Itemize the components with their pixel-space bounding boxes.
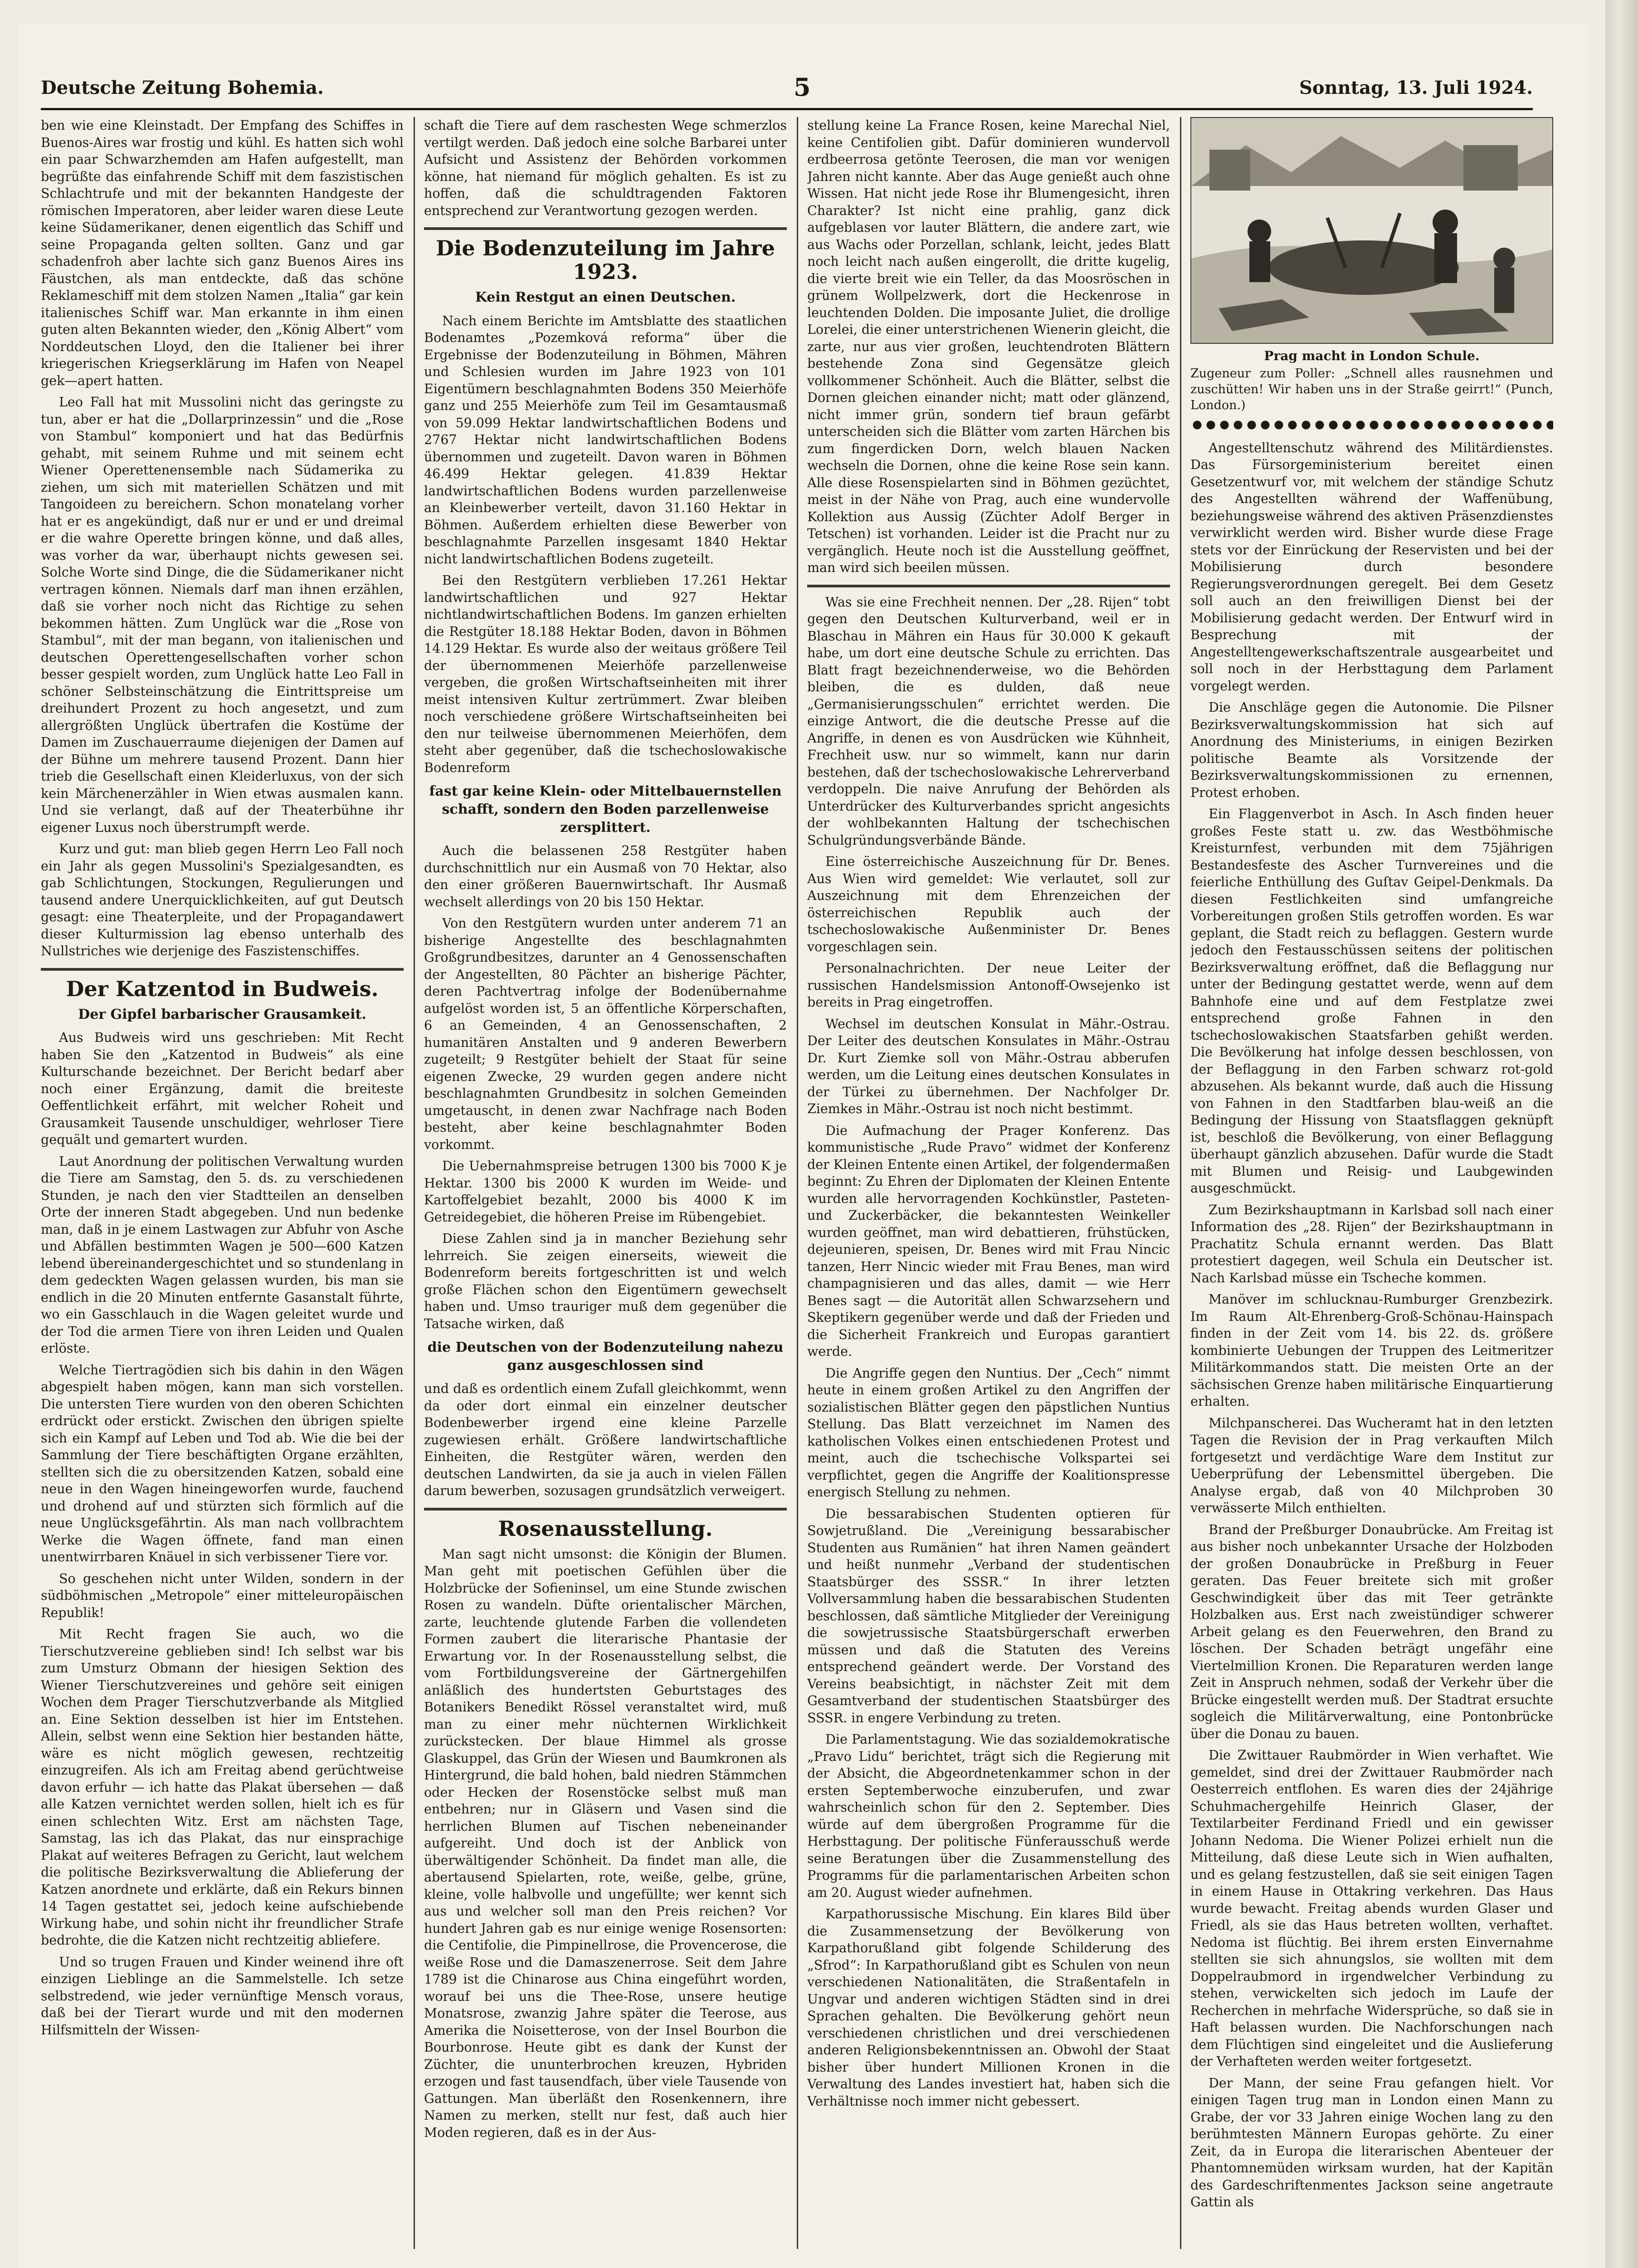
cartoon-drawing: [1191, 118, 1552, 343]
news-item: Die Anschläge gegen die Autonomie. Die Pilsner Bezirksverwaltungskommission hat sich auf Anordnung des Ministeriums, in einigen Bezirken politische Beamte als Vorsitzende der Bezirksverwaltungskommissionen zu ernennen, Protest erhoben.: [1190, 700, 1553, 800]
article-text: Die Uebernahmspreise betrugen 1300 bis 7000 K je Hektar. 1300 bis 2000 K wurden im Weide- und Kartoffelgebiet bezahlt, 2000 bis 4000 K im Getreidegebiet, die höheren Preise im Rübengebiet.: [424, 1158, 787, 1225]
news-item: Zum Bezirkshauptmann in Karlsbad soll nach einer Information des „28. Rijen“ der Bezirkshauptmann in Prachatitz Schula ernannt werden. Das Blatt protestiert dagegen, weil Schula ein Deutscher ist. Nach Karlsbad müsse ein Tscheche kommen.: [1190, 1202, 1553, 1286]
article-text: Welche Tiertragödien sich bis dahin in den Wägen abgespielt haben mögen, kann man sich vorstellen. Die untersten Tiere wurden von den oberen Schichten erdrückt oder erstickt. Zwischen den übrigen spielte sich ein Kampf auf Leben und Tod ab. Wie die bei der Sammlung der Tiere beschäftigten Organe erzählten, stellten sich die zu obersitzenden Katzen, sobald eine neue in den Wagen hineingeworfen wurde, fauchend und drohend auf und stürzten sich förmlich auf die neue Unglücksgefährtin. Als man nach vollbrachtem Werke die Wagen öffnete, fand man einen unentwirrbaren Knäuel in sich verbissener Tiere vor.: [41, 1362, 404, 1564]
cartoon-illustration: [1190, 117, 1553, 344]
article-text: Und so trugen Frauen und Kinder weinend ihre oft einzigen Lieblinge an die Sammelstelle. Ich setze selbstredend, wie jeder vernünftige Mensch voraus, daß bei der Tierart wurde und mit den modernen Hilfsmitteln der Wissen-: [41, 1954, 404, 2038]
article-text: Mit Recht fragen Sie auch, wo die Tierschutzvereine geblieben sind! Ich selbst war bis zum Umsturz Obmann der hiesigen Sektion des Wiener Tierschutzvereines und gehöre seit einigen Wochen dem Prager Tierschutzverbande als Mitglied an. Eine Sektion desselben ist hier im Entstehen. Allein, selbst wenn eine Sektion hier bestanden hätte, wäre es nicht möglich gewesen, rechtzeitig einzugreifen. Als ich am Freitag abend gerüchtweise davon erfuhr — ich hatte das Plakat übersehen — daß alle Katzen vernichtet werden sollen, hielt ich es für einen schlechten Witz. Erst am nächsten Tage, Samstag, las ich das Plakat, das nur einsprachige Plakat auf weiteres Befragen zu Gericht, laut welchem die politische Bezirksverwaltung die Ablieferung der Katzen anordnete und erklärte, daß ein Rekurs binnen 14 Tagen gestattet sei, jedoch keine aufschiebende Wirkung habe, und sohin nicht ihr freundlicher Strafe bedrohte, die die Katzen nicht rechtzeitig abliefere.: [41, 1627, 404, 1948]
news-item: Die Parlamentstagung. Wie das sozialdemokratische „Pravo Lidu“ berichtet, trägt sich die Regierung mit der Absicht, die Abgeordnetenkammer schon in der ersten Septemberwoche einzuberufen, und zwar wahrscheinlich schon für den 2. September. Dies würde auf dem übergroßen Programme für die Herbsttagung. Der politische Fünferausschuß werde seine Beratungen über die Zusammenstellung des Programms für die parlamentarischen Arbeiten schon am 20. August wieder aufnehmen.: [807, 1732, 1170, 1900]
column-rule: [414, 117, 415, 2249]
subheadline-katzentod: Der Gipfel barbarischer Grausamkeit.: [78, 1006, 366, 1022]
section-rule: [41, 968, 404, 971]
subheadline-bodenzuteilung: Kein Restgut an einen Deutschen.: [475, 289, 736, 305]
news-item: Die Aufmachung der Prager Konferenz. Das kommunistische „Rude Pravo“ widmet der Konferenz der Kleinen Entente einen Artikel, der folgendermaßen beginnt: Zu Ehren der Diplomaten der Kleinen Entente wurden alle hervorragenden Kochkünstler, Pasteten- und Zuckerbäcker, die bekanntesten Weinkeller wurden geöffnet, man wird debattieren, frühstücken, dejeunieren, speisen, Dr. Benes wird mit Frau Nincic tanzen, Herr Nincic wieder mit Frau Benes, man wird champagnisieren und das alles, damit — wie Herr Benes sagt — die Autorität allen Schwarzsehern und Skeptikern gegenüber werde und daß der Frieden und die Sicherheit Frankreich und Europas garantiert werde.: [807, 1123, 1170, 1359]
issue-date: Sonntag, 13. Juli 1924.: [1299, 77, 1533, 98]
page-number: 5: [794, 73, 811, 102]
news-item: Karpathorussische Mischung. Ein klares Bild über die Zusammensetzung der Bevölkerung von Karpathorußland gibt folgende Schilderung des „Sfrod“: In Karpathorußland gibt es Schulen von neun verschiedenen Nationalitäten, die Straßentafeln in Ungvar und anderen wichtigen Städten sind in drei Sprachen gehalten. Die Bevölkerung gehört neun verschiedenen christlichen und drei verschiedenen anderen Religionsbekenntnissen an. Obwohl der Staat bisher über hundert Millionen Kronen in die Verwaltung des Landes investiert hat, haben sich die Verhältnisse noch immer nicht gebessert.: [807, 1906, 1170, 2109]
page-edge: [1605, 0, 1638, 2268]
cartoon-title: Prag macht in London Schule.: [1264, 348, 1480, 363]
news-item: Der Mann, der seine Frau gefangen hielt. Vor einigen Tagen trug man in London einen Mann zu Grabe, der vor 33 Jahren einige Wochen lang zu den berühmtesten Männern Europas gehörte. Zu einer Zeit, da in Europa die literarischen Abenteuer der Phantomnemüden wirksam wurden, hat der Kapitän des Gardeschriftenmentes Jackson seine angetraute Gattin als: [1190, 2075, 1553, 2209]
news-item: Die bessarabischen Studenten optieren für Sowjetrußland. Die „Vereinigung bessarabischer Studenten aus Rumänien“ hat ihren Namen geändert und heißt nunmehr „Verband der studentischen Staatsbürger des SSSR.“ In ihrer letzten Vollversammlung haben die bessarabischen Studenten beschlossen, daß sämtliche Mitglieder der Vereinigung die sowjetrussische Staatsbürgerschaft erwerben müssen und daß die Statuten des Vereins entsprechend geändert werde. Der Vorstand des Vereins beabsichtigt, in nächster Zeit mit dem Gesamtverband der studentischen Staatsbürger des SSSR. in engere Verbindung zu treten.: [807, 1506, 1170, 1725]
article-text: Bei den Restgütern verblieben 17.261 Hektar landwirtschaftlichen und 927 Hektar nichtlandwirtschaftlichen Bodens. Im ganzen erhielten die Restgüter 18.188 Hektar Boden, davon in Böhmen 14.129 Hektar. Es wurde also der weitaus größere Teil der übernommenen Meierhöfe parzellenweise vergeben, die großen Wirtschaftseinheiten mit ihrer meist intensiven Kultur zertrümmert. Zwar bleiben noch verschiedene größere Wirtschaftseinheiten bei den nur teilweise übernommenen Meierhöfen, dem steht aber gegenüber, daß die tschechoslowakische Bodenreform: [424, 573, 787, 775]
article-text: Aus Budweis wird uns geschrieben: Mit Recht haben Sie den „Katzentod in Budweis“ als eine Kulturschande bezeichnet. Der Bericht bedarf aber noch einer Ergänzung, damit die breiteste Oeffentlichkeit erfährt, mit welcher Roheit und Grausamkeit Tausende unschuldiger, wehrloser Tiere gequält und gemartert wurden.: [41, 1030, 404, 1147]
bold-highlight: fast gar keine Klein- oder Mittelbauernstellen schafft, sondern den Boden parzellenweise zersplittert.: [429, 783, 782, 836]
article-text: schaft die Tiere auf dem raschesten Wege schmerzlos vertilgt werden. Daß jedoch eine solche Barbarei unter Aufsicht und Assistenz der Behörden vorkommen könne, hat niemand für möglich gehalten. Es ist zu hoffen, daß die schuldtragenden Faktoren entsprechend zur Verantwortung gezogen werden.: [424, 118, 787, 218]
column-3: [807, 117, 1170, 2249]
column-rule: [1180, 117, 1181, 2249]
section-rule: [807, 585, 1170, 587]
article-text: Auch die belassenen 258 Restgüter haben durchschnittlich nur ein Ausmaß von 70 Hektar, also den einer größeren Bauernwirtschaft. Ihr Ausmaß wechselt allerdings von 20 bis 150 Hektar.: [424, 843, 787, 909]
article-text: Laut Anordnung der politischen Verwaltung wurden die Tiere am Samstag, den 5. ds. zu verschiedenen Stunden, je nach den vier Stadtteilen an denselben Orte der inneren Stadt abgegeben. Und nun bedenke man, daß in je einem Lastwagen zur Abfuhr von Asche und Abfällen bestimmten Wagen je 500—600 Katzen lebend übereinandergeschichtet und so stundenlang in dem gedeckten Wagen gelassen wurden, bis man sie endlich in die 20 Minuten entfernte Gasanstalt führte, wo ein Gasschlauch in die Wagen geleitet wurde und der Tod die armen Tiere von ihren Leiden und Qualen erlöste.: [41, 1154, 404, 1356]
article-text: ben wie eine Kleinstadt. Der Empfang des Schiffes in Buenos-Aires war frostig und kühl. Es hatten sich wohl ein paar Schwarzhemden am Hafen aufgestellt, man begrüßte das einfahrende Schiff mit dem faszistischen Schlachtrufe und mit der bekannten Handgeste der römischen Imperatoren, aber leider waren diese Leute keine Südamerikaner, denen eigentlich das Schiff und seine Propaganda gelten sollten. Ganz und gar schadenfroh aber lachte sich ganz Buenos Aires ins Fäustchen, als man entdeckte, daß das schöne Reklameschiff mit dem stolzen Namen „Italia“ gar kein italienisches Schiff war. Man erkannte in ihm einen guten alten Bekannten wieder, den „König Albert“ vom Norddeutschen Lloyd, den die Italiener bei ihrer kriegerischen Kriegserklärung im Hafen von Neapel gek—apert hatten.: [41, 118, 404, 388]
news-item: Angestelltenschutz während des Militärdienstes. Das Fürsorgeministerium bereitet einen Gesetzentwurf vor, mit welchem der ständige Schutz des Angestellten während der Waffenübung, beziehungsweise während des aktiven Präsenzdienstes verwirklicht werden wird. Bisher wurde diese Frage stets vor der Einrückung der Reservisten und bei der Mobilisierung durch besondere Regierungsverordnungen geregelt. Bei dem Gesetz soll auch an den freiwilligen Dienst bei der Mobilisierung gedacht werden. Der Entwurf wird in Besprechung mit der Angestelltengewerkschaftszentrale ausgearbeitet und soll noch in der Herbsttagung dem Parlament vorgelegt werden.: [1190, 440, 1553, 694]
news-item: Personalnachrichten. Der neue Leiter der russischen Handelsmission Antonoff-Owsejenko ist bereits in Prag eingetroffen.: [807, 961, 1170, 1010]
article-text: und daß es ordentlich einem Zufall gleichkommt, wenn da oder dort einmal ein einzelner deutscher Bodenbewerber irgend eine kleine Parzelle zugewiesen erhält. Größere landwirtschaftliche Einheiten, die Restgüter wären, werden den deutschen Landwirten, da sie ja auch in vielen Fällen darum bewerben, sozusagen grundsätzlich verweigert.: [424, 1381, 787, 1498]
column-4: [1190, 117, 1553, 2249]
paper-name: Deutsche Zeitung Bohemia.: [41, 77, 324, 98]
news-item: Milchpanscherei. Das Wucheramt hat in den letzten Tagen die Revision der in Prag verkauften Milch fortgesetzt und verdächtige Ware dem Institut zur Ueberprüfung der Lebensmittel übergeben. Die Analyse ergab, daß von 40 Milchproben 30 verwässerte Milch enthielten.: [1190, 1415, 1553, 1515]
article-text: Man sagt nicht umsonst: die Königin der Blumen. Man geht mit poetischen Gefühlen über die Holzbrücke der Sofieninsel, um eine Stunde zwischen Rosen zu wandeln. Düfte orientalischer Märchen, zarte, leuchtende glutende Farben die vollendeten Formen zaubert die literarische Phantasie der Erwartung vor. In der Rosenausstellung selbst, die vom Fortbildungsvereine der Gärtnergehilfen anläßlich des hundertsten Geburtstages des Botanikers Benedikt Rössel veranstaltet wird, muß man zu einer mehr nüchternen Wirklichkeit zurückstecken. Der blaue Himmel als grosse Glaskuppel, das Grün der Wiesen und Baumkronen als Hintergrund, die bald hohen, bald niedren Stämmchen oder Hecken der Rosenstöcke selbst muß man entbehren; nur in Gläsern und Vasen sind die herrlichen Blumen auf Tischen nebeneinander aufgereiht. Und doch ist der Anblick von überwältigender Schönheit. Da findet man alle, die abertausend Spielarten, rote, weiße, gelbe, grüne, kleine, volle halbvolle und ungefüllte; wer kennt sich aus und welcher soll man den Preis reichen? Vor hundert Jahren gab es nur einige wenige Rosensorten: die Centifolie, die Pimpinellrose, die Provencerose, die weiße Rose und die Damaszenerrose. Seit dem Jahre 1789 ist die Chinarose aus China eingeführt worden, worauf bei uns die Thee-Rose, unsere heutige Monatsrose, zwanzig Jahre später die Teerose, aus Amerika die Noisetterose, von der Insel Bourbon die Bourbonrose. Heute gibt es dank der Kunst der Züchter, die ununterbrochen kreuzen, Hybriden erzogen und fast tausendfach, über viele Tausende von Gattungen. Man überläßt den Rosenkennern, ihre Namen zu merken, stellt nur fest, daß auch hier Moden regieren, daß es in der Aus-: [424, 1546, 787, 2140]
article-text: Leo Fall hat mit Mussolini nicht das geringste zu tun, aber er hat die „Dollarprinzessin“ und die „Rose von Stambul“ komponiert und hat das Bedürfnis gehabt, mit seinem Ruhme und mit seinem echt Wiener Operettenensemble nach Südamerika zu ziehen, um sich mit materiellen Schätzen und mit Tangoideen zu bereichern. Schon monatelang vorher hat er es angekündigt, daß nur er und er und dreimal er die wahre Operette bringen könne, und daß alles, was vorher da war, überhaupt nichts gewesen sei. Solche Worte sind Dinge, die die Südamerikaner nicht vertragen können. Niemals darf man ihnen erzählen, daß sie vorher noch nicht das Richtige zu sehen bekommen hätten. Zum Unglück war die „Rose von Stambul“, mit der man begann, von italienischen und deutschen Operettengesellschaften vorher schon besser gespielt worden, zum Unglück hatte Leo Fall in schöner Selbsteinschätzung die Eintrittspreise um dreihundert Prozent zu hoch angesetzt, und zum allergrößten Unglück übertrafen die Kostüme der Damen im Zuschauerraume diejenigen der Damen auf der Bühne um mehrere tausend Prozent. Dann hier trieb die Gesellschaft einen Kleiderluxus, von der sich kein Märchenerzähler in Wien etwas ausmalen kann. Und sie verlangt, daß auf der Theaterbühne ihr eigener Luxus noch überstrumpft werde.: [41, 395, 404, 835]
news-item: Was sie eine Frechheit nennen. Der „28. Rijen“ tobt gegen den Deutschen Kulturverband, weil er in Blaschau in Mähren ein Haus für 30.000 K gekauft habe, um dort eine deutsche Schule zu errichten. Das Blatt fragt bezeichnenderweise, wo die Behörden bleiben, die es dulden, daß neue „Germanisierungsschulen“ errichtet werden. Die einzige Antwort, die die deutsche Presse auf die Angriffe, in denen es von Ausdrücken wie Kühnheit, Frechheit usw. nur so wimmelt, kann nur darin bestehen, daß der tschechoslowakische Lehrerverband verdoppeln. Die naive Anrufung der Behörden als Unterdrücker des Kulturverbandes spricht angesichts der wohlbekannten Haltung der tschechischen Schulgründungsverbände Bände.: [807, 594, 1170, 848]
article-text: Diese Zahlen sind ja in mancher Beziehung sehr lehrreich. Sie zeigen einerseits, wieweit die Bodenreform bereits fortgeschritten ist und welch große Flächen schon den Eigentümern gewechselt haben und. Umso trauriger muß dem gegenüber die Tatsache wirken, daß: [424, 1231, 787, 1331]
article-text: Kurz und gut: man blieb gegen Herrn Leo Fall noch ein Jahr als gegen Mussolini's Spezialgesandten, es gab Schlichtungen, Stockungen, Regulierungen und tausend andere Unerquicklichkeiten, auf gut Deutsch gesagt: eine Theaterpleite, und der Propagandawert dieser Kulturmission lag ebenso unterhalb des Nullstriches wie derjenige des Faszistenschiffes.: [41, 841, 404, 958]
masthead: [41, 73, 1533, 109]
news-item: Brand der Preßburger Donaubrücke. Am Freitag ist aus bisher noch unbekannter Ursache der Holzboden der großen Donaubrücke in Preßburg in Feuer geraten. Das Feuer breitete sich mit großer Geschwindigkeit über das mit Teer getränkte Holzbalken aus. Erst nach zweistündiger schwerer Arbeit gelang es den Feuerwehren, den Brand zu löschen. Der Schaden beträgt ungefähr eine Viertelmillion Kronen. Die Reparaturen werden lange Zeit in Anspruch nehmen, sodaß der Verkehr über die Brücke eingestellt werden muß. Der Stadtrat ersuchte sogleich die Militärverwaltung, eine Pontonbrücke über die Donau zu bauen.: [1190, 1522, 1553, 1741]
section-rule: [424, 1508, 787, 1510]
news-item: Die Zwittauer Raubmörder in Wien verhaftet. Wie gemeldet, sind drei der Zwittauer Raubmörder nach Oesterreich entflohen. Es waren dies der 24jährige Schuhmachergehilfe Heinrich Glaser, der Textilarbeiter Ferdinand Friedl und ein gewisser Johann Nedoma. Die Wiener Polizei erhielt nun die Mitteilung, daß diese Leute sich in Wien aufhalten, und es gelang festzustellen, daß sie seit einigen Tagen in einem Hause in Ottakring verkehren. Das Haus wurde bewacht. Freitag abends wurden Glaser und Friedl, als sie das Haus betreten wollten, verhaftet. Nedoma ist flüchtig. Bei ihrem ersten Einvernahme stellten sie sich ahnungslos, sie wollten mit dem Doppelraubmord in irgendwelcher Verbindung zu stehen, verwickelten sich jedoch im Laufe der Recherchen in mehrfache Widersprüche, so daß sie in Haft belassen wurden. Die Nachforschungen nach dem Flüchtigen sind eingeleitet und die Auslieferung der Verhafteten werden weiter fortgesetzt.: [1190, 1748, 1553, 2069]
news-item: Ein Flaggenverbot in Asch. In Asch finden heuer großes Feste statt u. zw. das Westböhmische Kreisturnfest, verbunden mit dem 75jährigen Bestandesfeste des Ascher Turnvereines und die feierliche Enthüllung des Guſtav Geipel-Denkmals. Da diesen Festlichkeiten sind umfangreiche Vorbereitungen großen Stils getroffen worden. Es war geplant, die Stadt reich zu beflaggen. Gestern wurde jedoch den Festausschüssen seitens der politischen Bezirksverwaltung eröffnet, daß die Beflaggung nur unter der Bedingung gestattet werde, wenn auf dem Bahnhofe eine und auf dem Festplatze zwei entsprechend große Fahnen in den tschechoslowakischen Staatsfarben gehißt werden. Die Bevölkerung hat infolge dessen beschlossen, von der Beflaggung in den Farben schwarz rot-gold abzusehen. Als bekannt wurde, daß auch die Hissung von Fahnen in den Stadtfarben blau-weiß an die Bedingung der Hissung von Staatsflaggen geknüpft ist, beschloß die Bevölkerung, von einer Beflaggung überhaupt gänzlich abzusehen. Dafür wurde die Stadt mit Blumen und Reisig- und Laubgewinden ausgeschmückt.: [1190, 807, 1553, 1196]
masthead-rule: [41, 108, 1533, 110]
article-text: Nach einem Berichte im Amtsblatte des staatlichen Bodenamtes „Pozemková reforma“ über die Ergebnisse der Bodenzuteilung in Böhmen, Mähren und Schlesien wurden im Jahre 1923 von 101 Eigentümern beschlagnahmten Bodens 350 Meierhöfe ganz und 255 Meierhöfe zum Teil im Gesamtausmaß von 59.099 Hektar landwirtschaftlichen Bodens und 2767 Hektar nicht landwirtschaftlichen Bodens übernommen und zugeteilt. Davon waren in Böhmen 46.499 Hektar gelegen. 41.839 Hektar landwirtschaftlichen Bodens wurden parzellenweise an Kleinbewerber verteilt, davon 31.160 Hektar in Böhmen. Außerdem erhielten diese Bewerber von beschlagnahmte Parzellen insgesamt 1840 Hektar nicht landwirtschaftlichen Bodens zugeteilt.: [424, 313, 787, 567]
news-item: Manöver im schlucknau-Rumburger Grenzbezirk. Im Raum Alt-Ehrenberg-Groß-Schönau-Hainspach finden in der Zeit vom 14. bis 22. ds. größere kombinierte Uebungen der Truppen des Leitmeritzer Militärkommandos statt. Die meisten Orte an der sächsischen Grenze haben militärische Einquartierung erhalten.: [1190, 1292, 1553, 1409]
article-text: So geschehen nicht unter Wilden, sondern in der südböhmischen „Metropole“ einer mitteleuropäischen Republik!: [41, 1571, 404, 1620]
headline-bodenzuteilung: Die Bodenzuteilung im Jahre 1923.: [436, 236, 775, 284]
headline-katzentod: Der Katzentod in Budweis.: [66, 976, 379, 1001]
news-item: Eine österreichische Auszeichnung für Dr. Benes. Aus Wien wird gemeldet: Wie verlautet, soll zur Auszeichnung mit dem Ehrenzeichen der österreichischen Republik auch der tschechoslowakische Außenminister Dr. Benes vorgeschlagen sein.: [807, 854, 1170, 954]
headline-rosenausstellung: Rosenausstellung.: [498, 1516, 713, 1541]
news-item: Wechsel im deutschen Konsulat in Mähr.-Ostrau. Der Leiter des deutschen Konsulates in Mähr.-Ostrau Dr. Kurt Ziemke soll von Mähr.-Ostrau abberufen werden, um die Leitung eines deutschen Konsulates in der Türkei zu übernehmen. Der Nachfolger Dr. Ziemkes in Mähr.-Ostrau ist noch nicht bestimmt.: [807, 1016, 1170, 1116]
article-text: stellung keine La France Rosen, keine Marechal Niel, keine Centifolien gibt. Dafür dominieren wundervoll erdbeerrosa getönte Teerosen, die man vor wenigen Jahren nicht kannte. Aber das Auge genießt auch ohne Wissen. Hat nicht jede Rose ihr Blumengesicht, ihren Charakter? Ist nicht eine prahlig, ganz dick aufgeblasen vor lauter Blättern, die andere zart, wie aus Wachs oder Porzellan, schlank, leicht, jedes Blatt noch leicht nach außen eingerollt, die dritte kugelig, die vierte breit wie ein Teller, da das Moosröschen in grünem Wollpelzwerk, dort die Heckenrose in leuchtenden Dolden. Die imposante Juliet, die drollige Lorelei, die einer unterstrichenen Wienerin gleicht, die zarte, nur aus vier großen, leuchtendroten Blättern bestehende Zona sind Gegensätze gleich vollkommener Schönheit. Auch die Blätter, selbst die Dornen gleichen einander nicht; matt oder glänzend, nicht immer grün, sondern tief braun gefärbt unterscheiden sich die Blätter vom zarten Härchen bis zum fingerdicken Dorn, welch blauen Nacken wechseln die Dornen, ohne die keine Rose sein kann. Alle diese Rosenspielarten sind in Böhmen gezüchtet, meist in der Nähe von Prag, auch eine wundervolle Kollektion aus Aussig (Züchter Adolf Berger in Tetschen) ist vorhanden. Leider ist die Pracht nur zu vergänglich. Heute noch ist die Ausstellung geöffnet, man wird sich beeilen müssen.: [807, 118, 1170, 575]
column-rule: [797, 117, 798, 2249]
section-rule: [424, 227, 787, 230]
column-2: [424, 117, 787, 2249]
cartoon-caption: Zugeneur zum Poller: „Schnell alles rausnehmen und zuschütten! Wir haben uns in der Straße geirrt!“ (Punch, London.): [1190, 366, 1553, 412]
ornamental-divider: [1190, 418, 1553, 432]
bold-highlight: die Deutschen von der Bodenzuteilung nahezu ganz ausgeschlossen sind: [427, 1339, 784, 1374]
article-text: Von den Restgütern wurden unter anderem 71 an bisherige Angestellte des beschlagnahmten Großgrundbesitzes, darunter an 4 Genossenschaften der Angestellten, 80 Pächter an bisherige Pächter, deren Pachtvertrag infolge der Bodenübernahme aufgelöst worden ist, 5 an öffentliche Körperschaften, 6 an Gemeinden, 4 an Genossenschaften, 2 humanitären Anstalten und 9 anderen Bewerbern zugeteilt; 9 Restgüter behielt der Staat für seine eigenen Zwecke, 29 wurden gegen andere nicht beschlagnahmten Grundbesitz in solchen Gemeinden umgetauscht, in denen zwar Nachfrage nach Boden besteht, aber keine beschlagnahmter Boden vorkommt.: [424, 916, 787, 1152]
column-1: [41, 117, 404, 2249]
news-item: Die Angriffe gegen den Nuntius. Der „Cech“ nimmt heute in einem großen Artikel zu den Angriffen der sozialistischen Blätter gegen den päpstlichen Nuntius Stellung. Das Blatt verzeichnet im Namen des katholischen Volkes einen entschiedenen Protest und meint, auch die tschechische Volkspartei sei verpflichtet, gegen die Angriffe der Koalitionspresse energisch Stellung zu nehmen.: [807, 1365, 1170, 1500]
